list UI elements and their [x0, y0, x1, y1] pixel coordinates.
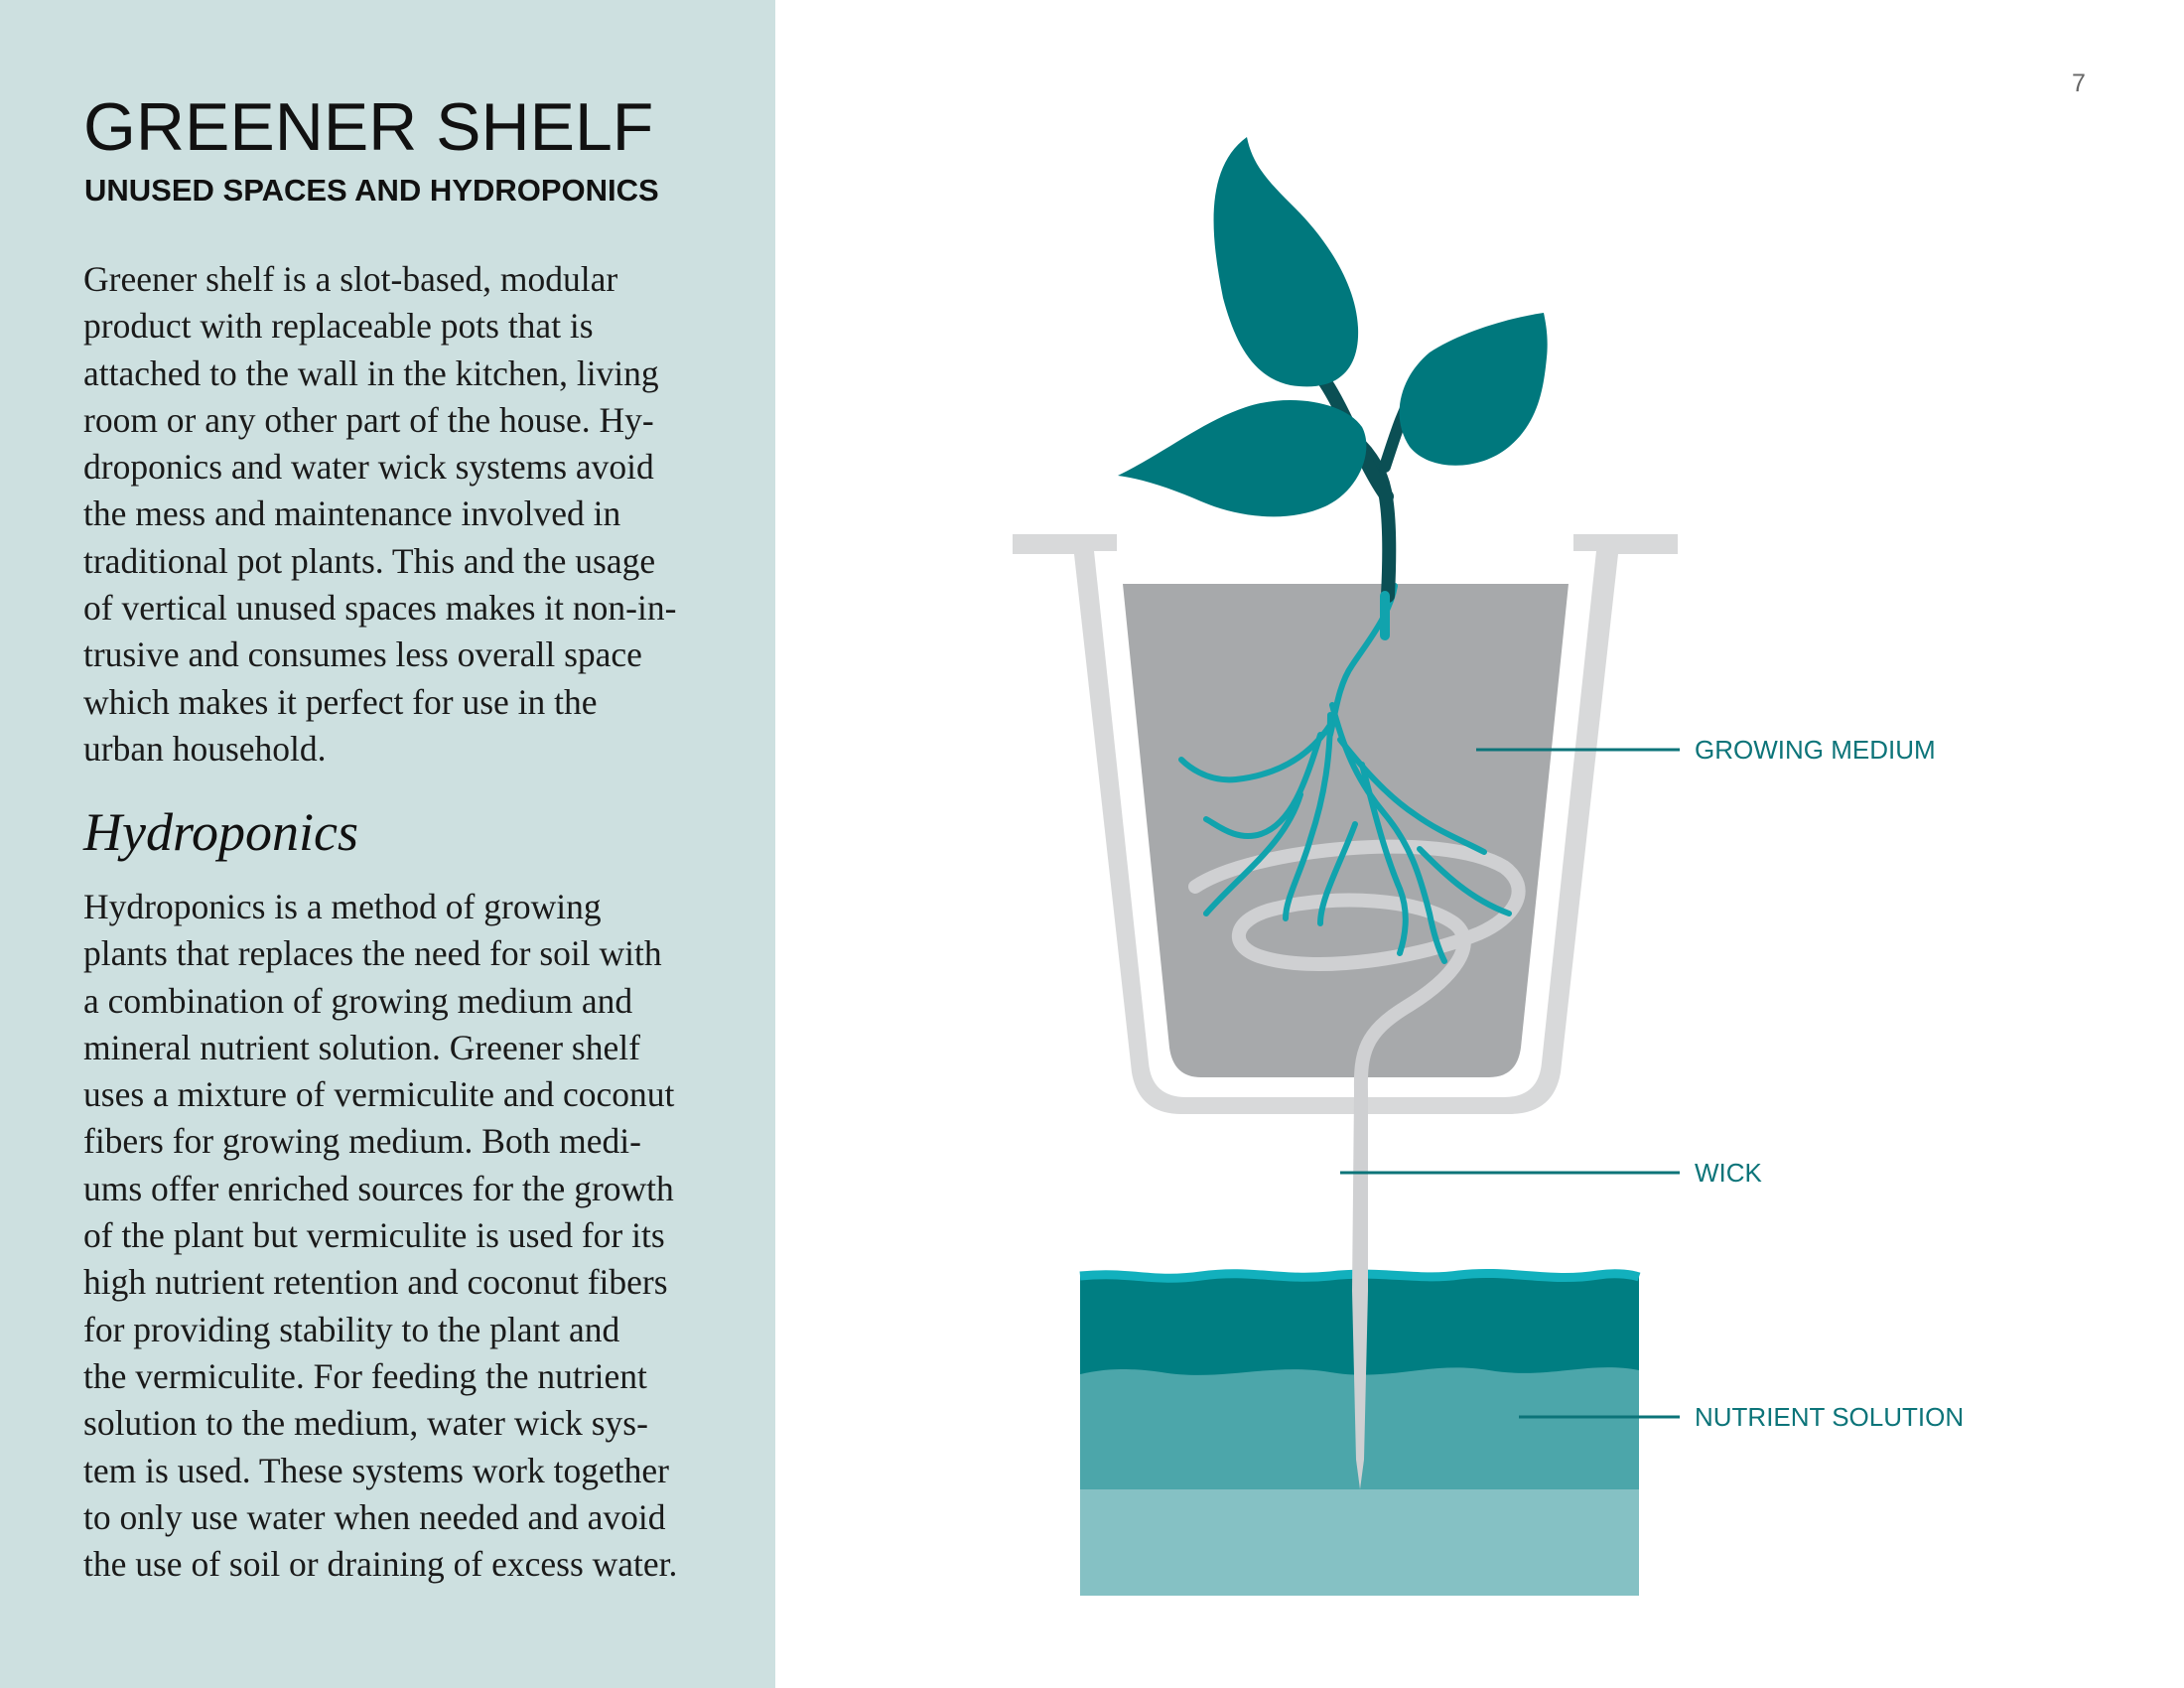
intro-line: Greener shelf is a slot-based, modular	[83, 259, 618, 299]
intro-line: droponics and water wick systems avoid	[83, 447, 654, 488]
hydro-line: the use of soil or draining of excess water.	[83, 1544, 678, 1585]
left-leaf	[1118, 400, 1366, 516]
pot	[1013, 534, 1678, 1114]
label-wick: WICK	[1695, 1158, 1762, 1188]
hydro-line: tem is used. These systems work together	[83, 1450, 669, 1490]
intro-line: product with replaceable pots that is	[83, 306, 594, 347]
intro-line: traditional pot plants. This and the usage	[83, 540, 656, 581]
page-number: 7	[2072, 70, 2086, 97]
hydro-line: high nutrient retention and coconut fibers	[83, 1262, 668, 1303]
hydro-line: of the plant but vermiculite is used for its	[83, 1215, 665, 1256]
hydro-line: Hydroponics is a method of growing	[83, 887, 602, 926]
right-leaf	[1400, 313, 1548, 466]
hydro-line: the vermiculite. For feeding the nutrient	[83, 1355, 647, 1396]
hydro-line: a combination of growing medium and	[83, 980, 633, 1021]
growing-medium	[1123, 584, 1569, 1077]
hydro-line: to only use water when needed and avoid	[83, 1496, 666, 1537]
plant-leaves	[1118, 137, 1548, 516]
intro-line: room or any other part of the house. Hy-	[83, 399, 654, 440]
section-heading-hydroponics: Hydroponics	[83, 802, 358, 862]
hydro-line: fibers for growing medium. Both medi-	[83, 1121, 641, 1162]
top-leaf	[1214, 137, 1359, 386]
hydro-line: mineral nutrient solution. Greener shelf	[83, 1027, 640, 1067]
intro-line: attached to the wall in the kitchen, living	[83, 352, 659, 393]
intro-line: trusive and consumes less overall space	[83, 634, 642, 675]
hydro-line: plants that replaces the need for soil with	[83, 933, 662, 974]
hydro-line: ums offer enriched sources for the growth	[83, 1168, 674, 1208]
intro-line: which makes it perfect for use in the	[83, 681, 598, 722]
intro-line: urban household.	[83, 728, 327, 769]
hydro-line: for providing stability to the plant and	[83, 1309, 620, 1349]
hydro-line: solution to the medium, water wick sys-	[83, 1403, 648, 1444]
page-subtitle: UNUSED SPACES AND HYDROPONICS	[84, 173, 659, 208]
callout-wick	[1340, 1158, 1763, 1188]
intro-line: the mess and maintenance involved in	[83, 493, 621, 534]
label-nutrient-solution: NUTRIENT SOLUTION	[1695, 1402, 1965, 1432]
label-growing-medium: GROWING MEDIUM	[1695, 735, 1936, 765]
page-title: GREENER SHELF	[83, 89, 654, 165]
intro-line: of vertical unused spaces makes it non-in-	[83, 588, 677, 629]
hydro-line: uses a mixture of vermiculite and coconut	[83, 1074, 675, 1115]
